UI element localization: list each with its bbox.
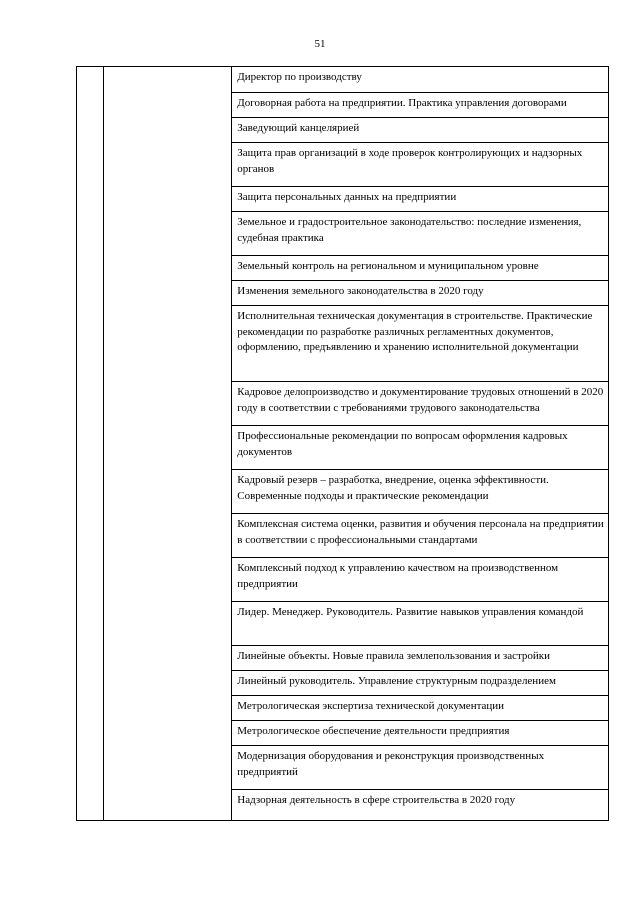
list-item: Линейные объекты. Новые правила землепользования и застройки [232,645,608,670]
page-number: 51 [314,38,326,50]
list-item: Лидер. Менеджер. Руководитель. Развитие навыков управления командой [232,601,608,645]
list-item: Земельное и градостроительное законодательство: последние изменения, судебная практика [232,211,608,255]
list-item: Защита прав организаций в ходе проверок контролирующих и надзорных органов [232,142,608,186]
course-list-cell [232,67,609,821]
list-item: Профессиональные рекомендации по вопросам оформления кадровых документов [232,425,608,469]
list-item: Метрологическое обеспечение деятельности предприятия [232,720,608,745]
list-item: Линейный руководитель. Управление структурным подразделением [232,670,608,695]
list-item: Заведующий канцелярией [232,117,608,142]
list-item: Исполнительная техническая документация в строительстве. Практические рекомендации по разработке различных регламентных документов, оформлению, предъявлению и хранению исполнительной документации [232,305,608,381]
category-column-cell [104,67,232,821]
list-item: Надзорная деятельность в сфере строительства в 2020 году [232,789,608,814]
list-item: Изменения земельного законодательства в 2020 году [232,280,608,305]
list-item: Комплексный подход к управлению качеством на производственном предприятии [232,557,608,601]
list-item: Договорная работа на предприятии. Практика управления договорами [232,92,608,117]
list-item: Кадровое делопроизводство и документирование трудовых отношений в 2020 году в соответствии с требованиями трудового законодательства [232,381,608,425]
list-item: Кадровый резерв – разработка, внедрение, оценка эффективности. Современные подходы и практические рекомендации [232,469,608,513]
document-table [76,66,609,821]
course-list [232,67,608,820]
number-column-cell [77,67,104,821]
list-item: Комплексная система оценки, развития и обучения персонала на предприятии в соответствии с профессиональными стандартами [232,513,608,557]
list-item: Защита персональных данных на предприятии [232,186,608,211]
list-item: Модернизация оборудования и реконструкция производственных предприятий [232,745,608,789]
list-item: Директор по производству [237,71,362,83]
table-row [77,67,609,821]
list-item: Метрологическая экспертиза технической документации [232,695,608,720]
list-item: Земельный контроль на региональном и муниципальном уровне [232,255,608,280]
